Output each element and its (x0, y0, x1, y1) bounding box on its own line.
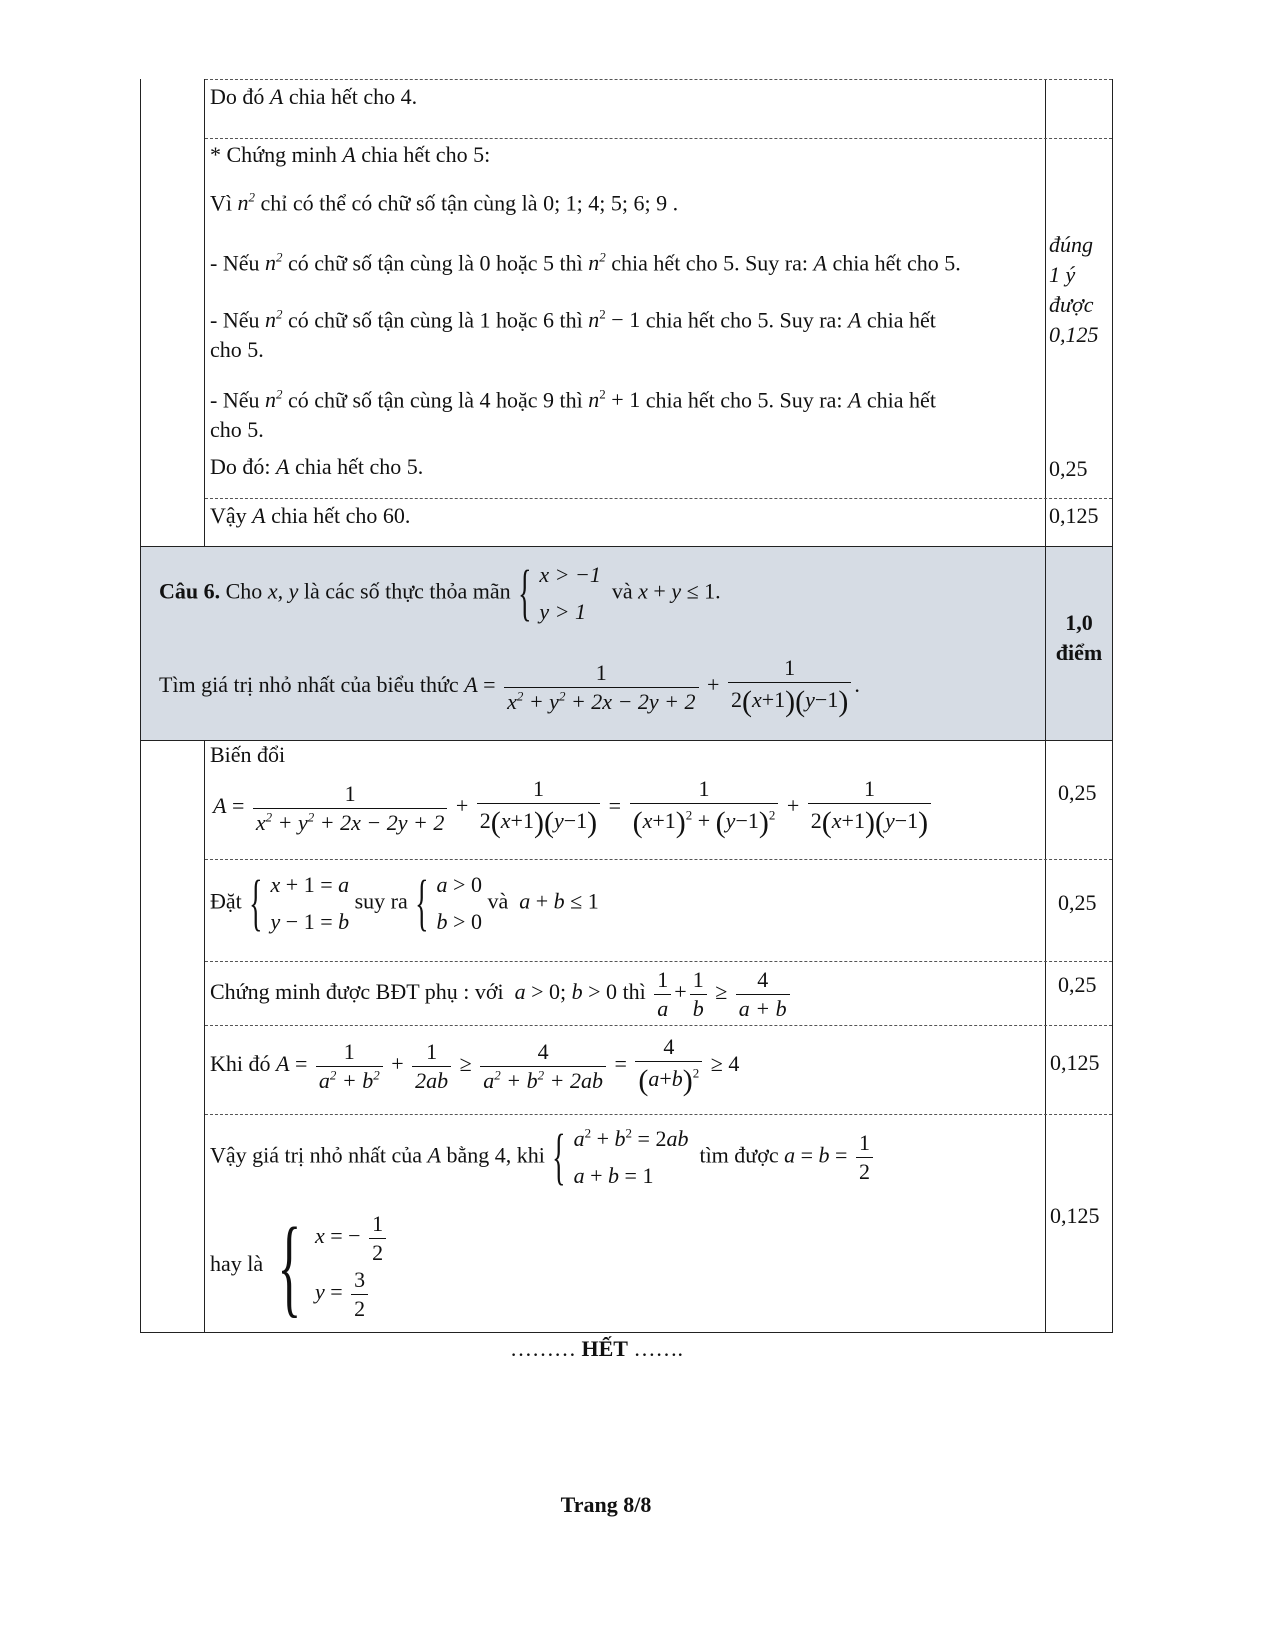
dashed-separator (205, 138, 1112, 139)
dashed-separator (205, 1025, 1112, 1026)
text: - Nếu (210, 250, 260, 276)
text: chia hết cho 5: (361, 142, 491, 167)
fraction: $\frac{1}{2(x+1)(y-1)}$ (728, 654, 851, 720)
case-0-5 (210, 250, 961, 276)
step-auxiliary-inequality: Chứng minh được BĐT phụ : với a > 0; b > 0 thì $\frac{1}{a}$ + $\frac{1}{b}$ ≥ $\frac{4}{a + b}$ (210, 966, 793, 1022)
question-6-task: Tìm giá trị nhỏ nhất của biểu thức A = $\frac{1}{x^2 + y^2 + 2x - 2y + 2}$ + $\frac{1}{2(x+1)(y-1)}$ . (159, 654, 860, 720)
score: 0,25 (1049, 456, 1088, 481)
score: 0,25 (1058, 972, 1097, 997)
text: ……… (510, 1336, 576, 1361)
math: x + y ≤ 1. (638, 578, 721, 604)
math: a + b ≤ 1 (519, 888, 599, 914)
var-a: A (427, 1142, 441, 1168)
text: chia hết cho 5. (832, 250, 961, 276)
math: $n^2$ (588, 250, 606, 276)
text: chia hết (866, 387, 936, 413)
fraction: $\frac{1}{b}$ (690, 966, 707, 1022)
conclusion-div-60 (210, 503, 410, 529)
math: $n^2$ (264, 307, 283, 333)
fraction: $\frac{1}{x^2 + y^2 + 2x - 2y + 2}$ (253, 780, 447, 836)
condition-system: x > −1 y > 1 (539, 562, 601, 625)
var-a: A (464, 672, 478, 698)
text: cho 5. (210, 337, 264, 363)
text: Khi đó (210, 1051, 271, 1077)
text: * Chứng minh (210, 142, 337, 167)
table-col-divider-left-top (204, 79, 205, 547)
dashed-separator (205, 1114, 1112, 1115)
text: có chữ số tận cùng là (287, 387, 475, 413)
fraction: $\frac{3}{2}$ (351, 1266, 368, 1322)
left-brace: { (552, 1123, 566, 1192)
text: có chữ số tận cùng là 1 hoặc 6 thì (287, 307, 583, 333)
text: chia hết cho 5. Suy ra: (645, 387, 843, 413)
text: có chữ số tận cùng là 0 hoặc 5 thì (287, 250, 583, 276)
step-transform-label: Biến đổi (210, 742, 286, 767)
math: $n^2$ (237, 190, 255, 216)
digits-list: 0; 1; 4; 5; 6; 9 (543, 190, 668, 216)
text: chỉ có thể có chữ số tận cùng là (260, 190, 538, 216)
text: là các số thực thỏa mãn (303, 578, 511, 604)
text: Chứng minh được BĐT phụ : với (210, 979, 504, 1005)
text: hoặc 9 thì (496, 387, 583, 413)
text: - Nếu (210, 387, 260, 413)
left-brace: { (415, 869, 429, 938)
math: x, y (267, 578, 299, 604)
text: ……. (633, 1336, 683, 1361)
fraction: $\frac{1}{2ab}$ (412, 1038, 451, 1094)
note-line: 1 ý (1049, 262, 1076, 287)
dashed-separator (205, 79, 1112, 80)
score: 0,125 (1050, 1050, 1100, 1075)
score: 0,25 (1058, 890, 1097, 915)
page-number: Trang 8/8 (560, 1492, 652, 1517)
question-6-points (1046, 608, 1112, 668)
text: Do đó: (210, 454, 271, 479)
positivity-system: a > 0 b > 0 (436, 872, 482, 935)
table-row-line-header-top (140, 546, 1113, 547)
note-line: đúng (1049, 232, 1093, 257)
var-a: A (276, 454, 290, 479)
text: chia hết cho 5. Suy ra: (611, 250, 809, 276)
text: hay là (210, 1251, 264, 1277)
fraction: $\frac{1}{a^2 + b^2}$ (316, 1038, 383, 1094)
text: bằng 4, khi (446, 1142, 545, 1168)
text: Vì (210, 190, 232, 216)
score: 0,25 (1058, 780, 1097, 805)
fraction: $\frac{1}{2(x+1)(y-1)}$ (808, 775, 931, 841)
text: chia hết cho 5. Suy ra: (645, 307, 843, 333)
question-label: Câu 6. (159, 578, 221, 604)
text: Tìm giá trị nhỏ nhất của biểu thức (159, 672, 459, 698)
text: thì (622, 979, 646, 1005)
score-note (1049, 230, 1099, 350)
step-result-xy (210, 1205, 389, 1327)
left-brace: { (249, 869, 263, 938)
left-brace: { (277, 1205, 301, 1327)
note-line: 0,125 (1049, 322, 1099, 347)
text: Do đó (210, 84, 265, 109)
end-label: HẾT (581, 1336, 628, 1361)
dashed-separator (205, 498, 1112, 499)
text: chia hết cho 4. (288, 84, 418, 109)
math: $n^2 + 1$ (588, 387, 641, 413)
text: chia hết cho 5. (294, 454, 424, 479)
last-digit-statement: Vì $n^2$ chỉ có thể có chữ số tận cùng là 0; 1; 4; 5; 6; 9 . (210, 190, 679, 216)
var-a: A (252, 503, 266, 528)
math: $n^2$ (264, 250, 283, 276)
question-6-statement (159, 556, 721, 631)
left-brace: { (518, 559, 532, 628)
text: Cho (225, 578, 263, 604)
line-a-div-4 (210, 84, 417, 110)
case-1-6 (210, 300, 1035, 365)
text: - Nếu (210, 307, 260, 333)
fraction: $\frac{1}{2}$ (856, 1129, 873, 1185)
dashed-separator (205, 961, 1112, 962)
math: $n^2$ (264, 387, 283, 413)
substitution-system: x + 1 = a y − 1 = b (270, 872, 350, 935)
score: 0,125 (1050, 1203, 1100, 1228)
fraction: $\frac{1}{2(x+1)(y-1)}$ (477, 775, 600, 841)
equality-system: $a^2 + b^2 = 2ab$ a + b = 1 (573, 1125, 689, 1189)
var-a: A (847, 387, 862, 413)
text: Đặt (210, 888, 242, 914)
table-col-divider-left-bottom (204, 740, 205, 1333)
result-system: x = − $\frac{1}{2}$ y = $\frac{3}{2}$ (315, 1210, 389, 1322)
fraction: $\frac{1}{(x+1)^2 + (y-1)^2}$ (630, 775, 779, 841)
dashed-separator (205, 859, 1112, 860)
fraction: $\frac{1}{a}$ (654, 966, 671, 1022)
var-a: A (269, 84, 284, 109)
text: Vậy (210, 503, 247, 528)
text: và (487, 888, 509, 914)
text: chia hết (866, 307, 936, 333)
var-a: A (847, 307, 862, 333)
step-transform-formula: A = $\frac{1}{x^2 + y^2 + 2x - 2y + 2}$ + $\frac{1}{2(x+1)(y-1)}$ = $\frac{1}{(x+1)^2 + (y-1)^2}$ + $\frac{1}{2(x+1)(y-1)}$ (213, 775, 934, 841)
conclusion-div-5 (210, 454, 423, 480)
fraction: $\frac{4}{(a+b)^2}$ (635, 1033, 702, 1099)
case-4-9: - Nếu $n^2$ có chữ số tận cùng là 4 hoặc 9 thì $n^2 + 1$ chia hết cho 5. Suy ra: A chia hết cho 5. (210, 387, 936, 443)
fraction: $\frac{4}{a + b}$ (736, 966, 790, 1022)
text: và (611, 578, 633, 604)
step-substitution (210, 866, 599, 941)
fraction: $\frac{4}{a^2 + b^2 + 2ab}$ (480, 1038, 606, 1094)
proof-div-5-title (210, 142, 490, 168)
table-border-left (140, 79, 141, 1333)
var-a: A (813, 250, 827, 276)
math: a > 0; b > 0 (514, 979, 618, 1005)
step-apply-inequality: Khi đó A = $\frac{1}{a^2 + b^2}$ + $\frac{1}{2ab}$ ≥ $\frac{4}{a^2 + b^2 + 2ab}$ = $\frac{4}{(a+b)^2}$ ≥ 4 (210, 1033, 739, 1099)
text: suy ra (354, 888, 408, 914)
text: cho 5. (210, 417, 264, 443)
table-border-right (1112, 79, 1113, 1333)
table-row-line-header-bottom (140, 740, 1113, 741)
text: chia hết cho 60. (271, 503, 411, 528)
table-border-bottom (140, 1332, 1113, 1333)
text: Vậy giá trị nhỏ nhất của (210, 1142, 422, 1168)
step-min-value (210, 1120, 876, 1195)
text: tìm được (699, 1142, 779, 1168)
table-col-divider-right (1045, 79, 1046, 1333)
points-value: 1,0 (1065, 610, 1093, 635)
var-a: A (342, 142, 356, 167)
fraction: $\frac{1}{x^2 + y^2 + 2x - 2y + 2}$ (504, 659, 698, 715)
score: 0,125 (1049, 503, 1099, 528)
note-line: được (1049, 292, 1094, 317)
math: a = b = (784, 1142, 848, 1168)
math: $n^2 - 1$ (588, 307, 641, 333)
end-marker (510, 1336, 683, 1362)
points-unit: điểm (1055, 640, 1103, 665)
fraction: $\frac{1}{2}$ (369, 1210, 386, 1266)
